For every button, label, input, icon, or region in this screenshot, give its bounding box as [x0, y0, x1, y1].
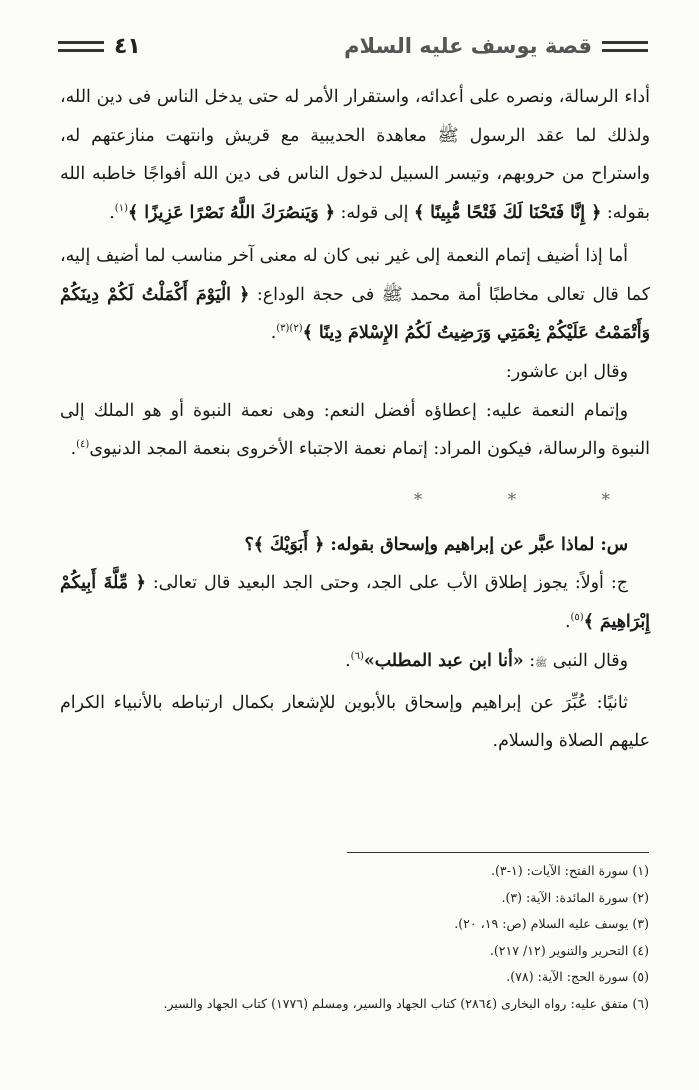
page-header	[58, 26, 648, 66]
paragraph	[60, 78, 650, 233]
quran-verse: ﴿ وَيَنصُرَكَ اللَّهُ نَصْرًا عَزِيزًا ﴾	[127, 203, 335, 224]
page-number: ٤١	[114, 33, 141, 59]
paragraph	[60, 564, 650, 641]
paragraph-text: وقال ابن عاشور:	[505, 361, 628, 382]
footnote: (٥) سورة الحج: الآية: (٧٨).	[506, 969, 649, 984]
footnote-ref: (٥)	[570, 612, 584, 624]
section-divider-stars: * * *	[413, 490, 650, 511]
footnote: (٣) يوسف عليه السلام (ص: ١٩، ٢٠).	[454, 916, 649, 931]
footnote-ref: (٢)(٣)	[276, 323, 303, 335]
paragraph-text: وإتمام النعمة عليه: إعطاؤه أفضل النعم: وهى نعمة النبوة أو هو الملك إلى النبوة والرسالة، فيكون المراد: إتمام نعمة الاجتباء الأخروى بنعمة المجد الدنيوى	[60, 400, 650, 460]
footnote: (٢) سورة المائدة: الآية: (٣).	[501, 889, 649, 905]
quran-verse: ﴿ مِّلَّةَ أَبِيكُمْ إِبْرَاهِيمَ ﴾	[60, 573, 650, 633]
paragraph-text: .	[109, 203, 115, 224]
paragraph-text: وقال النبى	[547, 650, 628, 671]
paragraph-text: .	[70, 439, 77, 460]
running-title: قصة يوسف عليه السلام	[344, 34, 592, 58]
quran-verse: ﴿ إِنَّا فَتَحْنَا لَكَ فَتْحًا مُّبِينًا ﴾	[413, 203, 602, 224]
footnote-ref: (٤)	[76, 439, 90, 451]
quran-verse: ﴿ الْيَوْمَ أَكْمَلْتُ لَكُمْ دِينَكُمْ وَأَتْمَمْتُ عَلَيْكُمْ نِعْمَتِي وَرَضِيتُ لَكُمُ الإِسْلامَ دِينًا ﴾	[60, 284, 650, 344]
paragraph-text: ثانيًا: عُبِّرَ عن إبراهيم وإسحاق بالأبوين للإشعار بكمال ارتباطه بالأنبياء الكرام عليهم الصلاة والسلام.	[60, 692, 650, 752]
paragraph-text: أما إذا أضيف إتمام النعمة إلى غير نبى كان له معنى آخر مناسب لما أضيف إليه، كما قال تعالى مخاطبًا أمة محمد ﷺ فى حجة الوداع:	[60, 245, 650, 305]
paragraph	[60, 684, 650, 761]
paragraph	[60, 237, 650, 353]
paragraph-text: ج: أولاً: يجوز إطلاق الأب على الجد، وحتى الجد البعيد قال تعالى:	[145, 573, 628, 594]
header-rule-right	[602, 41, 648, 52]
footnote: (١) سورة الفتح: الآيات: (١-٣).	[491, 863, 649, 878]
paragraph	[60, 353, 650, 392]
footnotes	[49, 858, 649, 1017]
header-rule-left	[58, 41, 104, 52]
salawat-glyph: ﷺ	[535, 657, 548, 669]
paragraph-text: .	[270, 323, 277, 344]
paragraph-text: :	[523, 650, 536, 671]
footnote-ref: (١)	[114, 203, 128, 215]
paragraph	[60, 642, 650, 684]
footnote: (٦) متفق عليه: رواه البخارى (٢٨٦٤) كتاب الجهاد والسير، ومسلم (١٧٧٦) كتاب الجهاد والسير.	[163, 995, 649, 1011]
question-heading: س: لماذا عبَّر عن إبراهيم وإسحاق بقوله: ﴿ أَبَوَيْكَ ﴾؟	[244, 534, 628, 555]
paragraph	[60, 392, 650, 469]
footnote-ref: (٦)	[350, 651, 364, 663]
footnote-separator	[347, 852, 649, 853]
footnote: (٤) التحرير والتنوير (١٢/ ٢١٧).	[489, 942, 649, 958]
paragraph-text: أداء الرسالة، ونصره على أعدائه، واستقرار الأمر له حتى يدخل الناس فى دين الله، ولذلك لما عقد الرسول ﷺ معاهدة الحديبية مع قريش وانتهت منازعتهم له، واستراح من حروبهم، وتيسر السبيل لدخول الناس فى دين الله أفواجًا خاطبه الله بقوله:	[60, 87, 650, 224]
page-body	[60, 78, 650, 761]
paragraph-text: .	[564, 612, 571, 633]
paragraph-text: .	[345, 650, 351, 671]
hadith-quote: «أنا ابن عبد المطلب»	[363, 650, 524, 671]
paragraph-text: إلى قوله:	[334, 203, 414, 224]
